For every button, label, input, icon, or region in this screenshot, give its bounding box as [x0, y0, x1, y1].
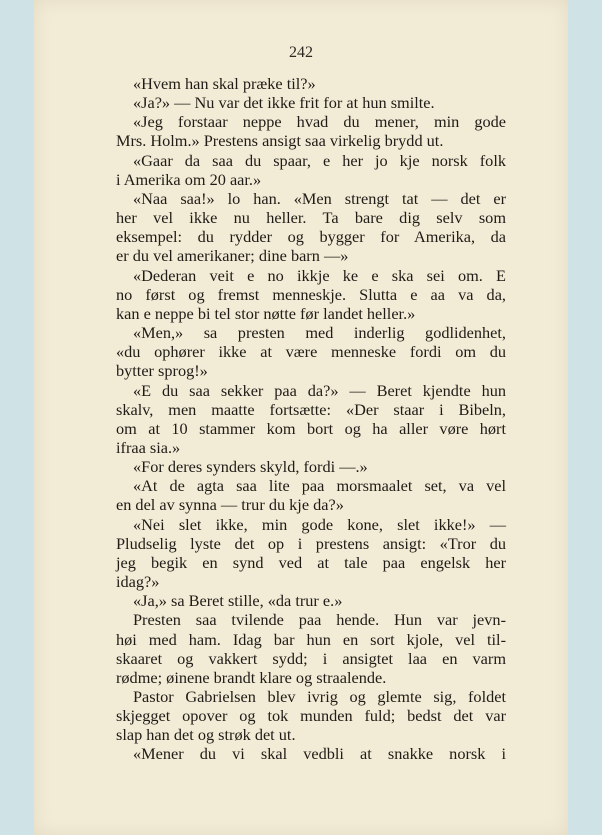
text-line: skjegget opover og tok munden fuld; bedst det var	[116, 706, 506, 726]
text-line: «At de agta saa lite paa morsmaalet set, va vel	[133, 476, 506, 496]
text-line: jeg begik en synd ved at tale paa engelsk her	[116, 552, 506, 572]
text-line: «du ophører ikke at være menneske fordi om du	[116, 342, 506, 362]
text-line: Mrs. Holm.» Prestens ansigt saa virkelig brydd ut.	[116, 131, 444, 151]
text-line: en del av synna — trur du kje da?»	[116, 495, 344, 515]
text-line: her vel ikke nu heller. Ta bare dig selv som	[116, 208, 506, 228]
text-line: bytter sprog!»	[116, 361, 208, 381]
text-line: slap han det og strøk det ut.	[116, 725, 296, 745]
text-line: skaaret og vakkert sydd; i ansigtet laa en varm	[116, 648, 506, 668]
text-line: om at 10 stammer kom bort og ha aller vøre hørt	[116, 418, 506, 438]
body-text	[116, 74, 506, 764]
text-line: no først og fremst menneskje. Slutta e aa va da,	[116, 284, 506, 304]
text-line: «Ja,» sa Beret stille, «da trur e.»	[133, 591, 343, 611]
text-line: Pludselig lyste det op i prestens ansigt: «Tror du	[116, 533, 506, 553]
text-line: «For deres synders skyld, fordi —.»	[133, 457, 368, 477]
text-line: «Ja?» — Nu var det ikke frit for at hun smilte.	[133, 93, 435, 113]
page-number: 242	[289, 44, 313, 61]
text-line: «Jeg forstaar neppe hvad du mener, min gode	[133, 112, 506, 132]
text-line: rødme; øinene brandt klare og straalende.	[116, 667, 387, 687]
text-line: Pastor Gabrielsen blev ivrig og glemte sig, foldet	[133, 687, 506, 706]
text-line: idag?»	[116, 572, 160, 592]
text-line: «Hvem han skal præke til?»	[133, 74, 316, 93]
text-line: Presten saa tvilende paa hende. Hun var jevn-	[133, 610, 506, 630]
text-line: «Naa saa!» lo han. «Men strengt tat — det er	[133, 188, 506, 208]
text-line: «Gaar da saa du spaar, e her jo kje norsk folk	[133, 150, 506, 170]
text-line: «Dederan veit e no ikkje ke e ska sei om. E	[133, 265, 506, 285]
text-line: kan e neppe bi tel stor nøtte før landet heller.»	[116, 303, 416, 323]
text-line: er du vel amerikaner; dine barn —»	[116, 246, 349, 266]
text-line: «Nei slet ikke, min gode kone, slet ikke!» —	[133, 514, 506, 534]
text-line: i Amerika om 20 aar.»	[116, 169, 262, 189]
text-line: skalv, men maatte fortsætte: «Der staar i Bibeln,	[116, 399, 506, 419]
text-line: høi med ham. Idag bar hun en sort kjole, vel til-	[116, 629, 506, 649]
book-page	[34, 0, 568, 835]
text-line: «Men,» sa presten med inderlig godlidenhet,	[133, 323, 506, 343]
text-line: «E du saa sekker paa da?» — Beret kjendte hun	[133, 380, 506, 400]
text-line: eksempel: du rydder og bygger for Amerika, da	[116, 227, 506, 247]
text-line: ifraa sia.»	[116, 437, 181, 457]
text-line: «Mener du vi skal vedbli at snakke norsk i	[133, 744, 506, 764]
